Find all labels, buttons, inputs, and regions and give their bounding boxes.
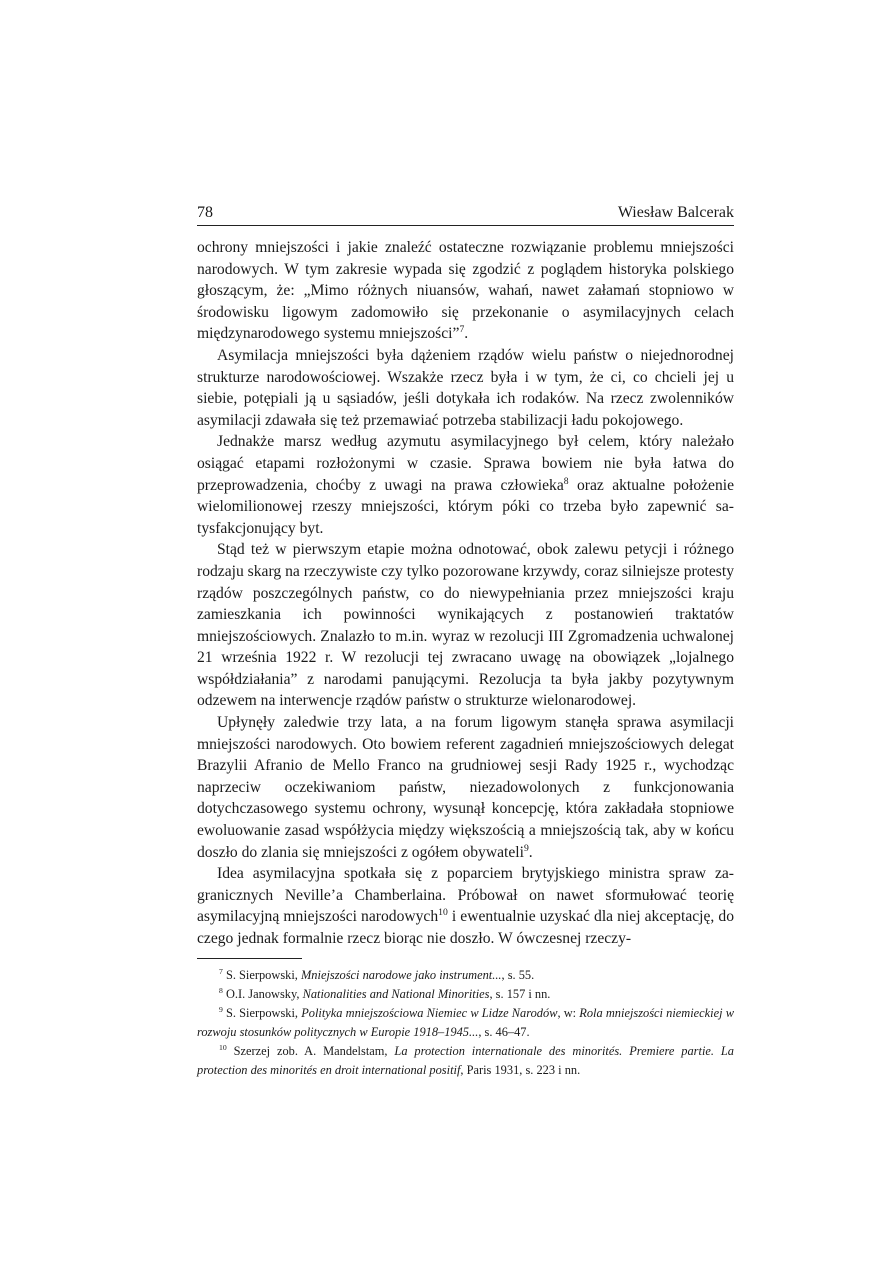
text-run: S. Sierpowski, [222, 968, 301, 982]
text-run: ochrony mniejszości i jakie znaleźć ostateczne rozwiązanie problemu mniejszości narodowych. W tym zakresie wypada się zgodzić z poglądem historyka polskiego głoszącym, że: „Mimo różnych niuansów, wahań, nawet załamań stopniowo w środowisku ligowym zadomowiło się przekonanie o asymilacyjnych celach międzynarodowego systemu mniejszości” [197, 239, 734, 343]
footnote [197, 1004, 734, 1042]
text-run: , s. 157 i nn. [489, 987, 551, 1001]
footnote-ref: 8 [563, 475, 569, 487]
footnote [197, 985, 734, 1004]
footnote-number: 8 [219, 985, 223, 995]
body-text [197, 237, 734, 950]
footnote [197, 966, 734, 985]
paragraph [197, 431, 734, 539]
paragraph [197, 237, 734, 345]
running-author: Wiesław Balcerak [617, 204, 734, 221]
text-run: . [464, 325, 469, 343]
footnotes [197, 966, 734, 1080]
text-run: S. Sierpowski, [222, 1006, 302, 1020]
footnote-number: 9 [219, 1004, 223, 1014]
page-number: 78 [197, 204, 213, 221]
text-run: , s. 55. [501, 968, 535, 982]
text-run: Upłynęły zaledwie trzy lata, a na forum ligowym stanęła sprawa asymilacji mniejszości narodowych. Oto bowiem referent zagadnień mniejszościowych delegat Brazylii Afranio de Mello Franco na grudniowej sesji Rady 1925 r., wychodząc naprzeciw oczekiwaniom państw, niezadowolonych z funkcjonowania dotychczasowego systemu ochrony, wysunął koncepcję, która zakładała stopniowe ewoluowanie zasad współżycia między większością a mniejszością tak, aby w końcu doszło do zlania się mniejszości z ogółem obywateli [197, 714, 734, 861]
paragraph [197, 863, 734, 949]
text-run: O.I. Janowsky, [222, 987, 303, 1001]
italic-title: Rola mniejszości niemieckiej w rozwoju stosunków politycznych w Europie 1918–1945... [197, 1006, 734, 1039]
footnote-separator [197, 958, 302, 959]
italic-title: Mniejszości narodowe jako instrument... [300, 968, 502, 982]
italic-title: Polityka mniejszościowa Niemiec w Lidze Narodów [301, 1006, 558, 1020]
text-run: Szerzej zob. A. Mandelstam, [226, 1044, 395, 1058]
footnote-ref: 9 [523, 842, 529, 854]
footnote-number: 7 [219, 966, 223, 976]
text-run: i ewentualnie uzyskać dla niej akceptację, do czego jednak formalnie rzecz biorąc nie doszło. W ówczesnej rzeczy- [197, 908, 734, 947]
text-run: , Paris 1931, s. 223 i nn. [460, 1063, 581, 1077]
text-run: Idea asymilacyjna spotkała się z poparciem brytyjskiego ministra spraw zagranicznych Neville’a Chamberlaina. Próbował on nawet sformułować teorię asymilacyjną mniejszości narodowych [197, 865, 734, 926]
italic-title: Nationalities and National Minorities [302, 987, 490, 1001]
text-run: . [528, 843, 533, 861]
footnote-number: 10 [219, 1042, 227, 1052]
text-run: , w: [557, 1006, 580, 1020]
text-run: Stąd też w pierwszym etapie można odnotować, obok zalewu petycji i różnego rodzaju skarg na rzeczywiste czy tylko pozorowane krzywdy, coraz silniejsze protesty rządów poszczególnych państw, co do niewypełniania przez mniejszości kraju zamieszkania ich powinności wynikających z postanowień traktatów mniejszościowych. Znalazło to m.in. wyraz w rezolucji III Zgromadzenia uchwalonej 21 września 1922 r. W rezolucji tej zwracano uwagę na obowiązek „lojalnego współdziałania” z narodami panującymi. Rezolucja ta była jakby pozytywnym odzewem na interwencje rządów państw o strukturze wielonarodowej. [197, 541, 734, 710]
running-header [197, 203, 734, 226]
text-run: oraz aktualne położenie wielomilionowej rzeszy mniejszości, którym póki co trzeba było zapewnić satysfakcjonujący byt. [197, 476, 735, 537]
paragraph [197, 539, 734, 712]
italic-title: La protection internationale des minorités. Premiere partie. La protection des minorités en droit international positif [197, 1044, 734, 1077]
footnote [197, 1042, 734, 1080]
paragraph [197, 345, 734, 431]
paragraph [197, 712, 734, 863]
text-run: Asymilacja mniejszości była dążeniem rządów wielu państw o niejednorodnej strukturze narodowościowej. Wszakże rzecz była i w tym, że ci, co chcieli jej u siebie, potępiali ją u sąsiadów, jeśli dotykała ich rodaków. Na rzecz zwolenników asymilacji zdawała się też przemawiać potrzeba stabilizacji ładu pokojowego. [197, 346, 734, 429]
footnote-ref: 7 [459, 324, 465, 336]
text-run: Jednakże marsz według azymutu asymilacyjnego był celem, który należało osiągać etapami rozłożonymi w czasie. Sprawa bowiem nie była łatwa do przeprowadzenia, choćby z uwagi na prawa człowieka [197, 433, 734, 494]
footnote-ref: 10 [438, 907, 448, 919]
text-run: , s. 46–47. [478, 1025, 530, 1039]
